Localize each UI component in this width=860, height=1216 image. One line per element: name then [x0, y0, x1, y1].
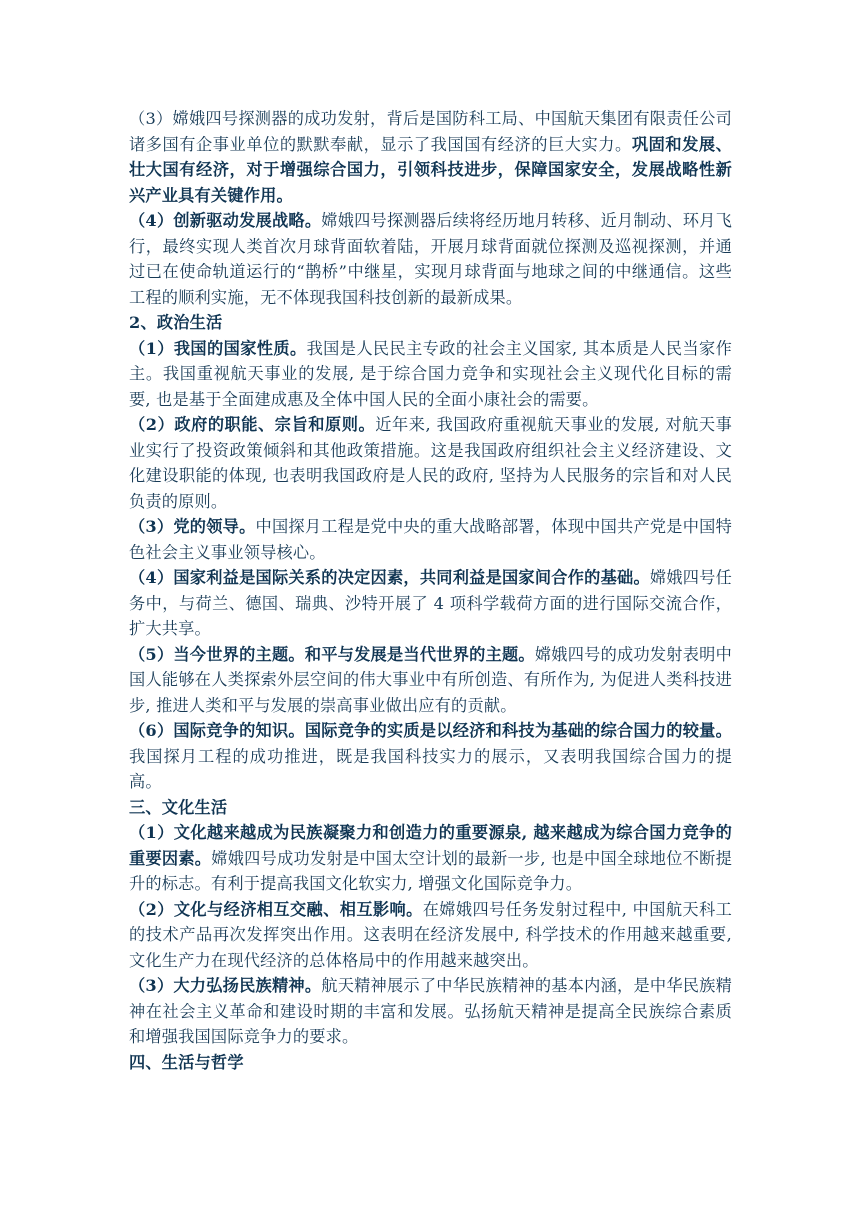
paragraph-text: （3）嫦娥四号探测器的成功发射，背后是国防科工局、中国航天集团有限责任公司诸多国有企事业单位的默默奉献，显示了我国国有经济的巨大实力。: [129, 109, 732, 154]
section-heading-philosophy: 四、生活与哲学: [129, 1052, 244, 1072]
paragraph-innovation-strategy: [129, 208, 732, 310]
paragraph-international-competition: [129, 718, 732, 795]
paragraph-text: 嫦娥四号成功发射是中国太空计划的最新一步, 也是中国全球地位不断提升的标志。有利于提高我国文化软实力, 增强文化国际竞争力。: [129, 848, 732, 893]
paragraph-title: （4）创新驱动发展战略。: [129, 211, 322, 230]
paragraph-title: （3）党的领导。: [129, 517, 256, 536]
paragraph-text: 近年来, 我国政府重视航天事业的发展, 对航天事业实行了投资政策倾斜和其他政策措施。这是我国政府组织社会主义经济建设、文化建设职能的体现, 也表明我国政府是人民的政府, 坚持为人民服务的宗旨和对人民负责的原则。: [129, 415, 732, 511]
section-heading-cultural-life: 三、文化生活: [129, 797, 228, 817]
paragraph-world-theme: [129, 642, 732, 719]
paragraph-government-functions: [129, 412, 732, 514]
paragraph-national-spirit: [129, 973, 732, 1050]
paragraph-title: （3）大力弘扬民族精神。: [129, 976, 322, 995]
paragraph-text: 我国是人民民主专政的社会主义国家, 其本质是人民当家作主。我国重视航天事业的发展, 是于综合国力竞争和实现社会主义现代化目标的需要, 也是基于全面建成惠及全体中国人民的全面小康社会的需要。: [129, 338, 732, 409]
paragraph-state-economy: [129, 106, 732, 208]
paragraph-emphasis: 巩固和发展、壮大国有经济，对于增强综合国力，引领科技进步，保障国家安全，发展战略性新兴产业具有关键作用。: [129, 134, 733, 205]
paragraph-title: （2）文化与经济相互交融、相互影响。: [129, 899, 423, 919]
paragraph-title: （2）政府的职能、宗旨和原则。: [129, 415, 376, 434]
paragraph-text: 中国探月工程是党中央的重大战略部署，体现中国共产党是中国特色社会主义事业领导核心。: [129, 517, 732, 562]
paragraph-title: （6）国际竞争的知识。国际竞争的实质是以经济和科技为基础的综合国力的较量。: [129, 721, 732, 740]
paragraph-text: 我国探月工程的成功推进，既是我国科技实力的展示，又表明我国综合国力的提高。: [129, 746, 732, 791]
paragraph-text: 航天精神展示了中华民族精神的基本内涵，是中华民族精神在社会主义革命和建设时期的丰富和发展。弘扬航天精神是提高全民族综合素质和增强我国国际竞争力的要求。: [129, 976, 733, 1046]
paragraph-text: 在嫦娥四号任务发射过程中, 中国航天科工的技术产品再次发挥突出作用。这表明在经济发展中, 科学技术的作用越来越重要, 文化生产力在现代经济的总体格局中的作用越来越突出。: [129, 899, 732, 970]
paragraph-text: 嫦娥四号探测器后续将经历地月转移、近月制动、环月飞行，最终实现人类首次月球背面软着陆，开展月球背面就位探测及巡视探测，并通过已在使命轨道运行的“鹊桥”中继星，实现月球背面与地球之间的中继通信。这些工程的顺利实施，无不体现我国科技创新的最新成果。: [129, 211, 733, 307]
paragraph-title: （1）文化越来越成为民族凝聚力和创造力的重要源泉, 越来越成为综合国力竞争的重要因素。: [129, 823, 732, 868]
paragraph-title: （1）我国的国家性质。: [129, 338, 307, 358]
paragraph-state-nature: [129, 336, 732, 413]
paragraph-national-interest: [129, 565, 732, 642]
paragraph-title: （4）国家利益是国际关系的决定因素，共同利益是国家间合作的基础。: [129, 568, 650, 587]
paragraph-text: 嫦娥四号任务中，与荷兰、德国、瑞典、沙特开展了 4 项科学载荷方面的进行国际交流合作，扩大共享。: [129, 568, 733, 638]
paragraph-title: （5）当今世界的主题。和平与发展是当代世界的主题。: [129, 644, 535, 664]
paragraph-culture-cohesion: [129, 820, 732, 897]
section-heading-political-life: 2、政治生活: [129, 313, 223, 332]
paragraph-party-leadership: [129, 514, 732, 565]
paragraph-culture-economy: [129, 897, 732, 974]
paragraph-text: 嫦娥四号的成功发射表明中国人能够在人类探索外层空间的伟大事业中有所创造、有所作为, 为促进人类科技进步, 推进人类和平与发展的崇高事业做出应有的贡献。: [129, 644, 732, 715]
